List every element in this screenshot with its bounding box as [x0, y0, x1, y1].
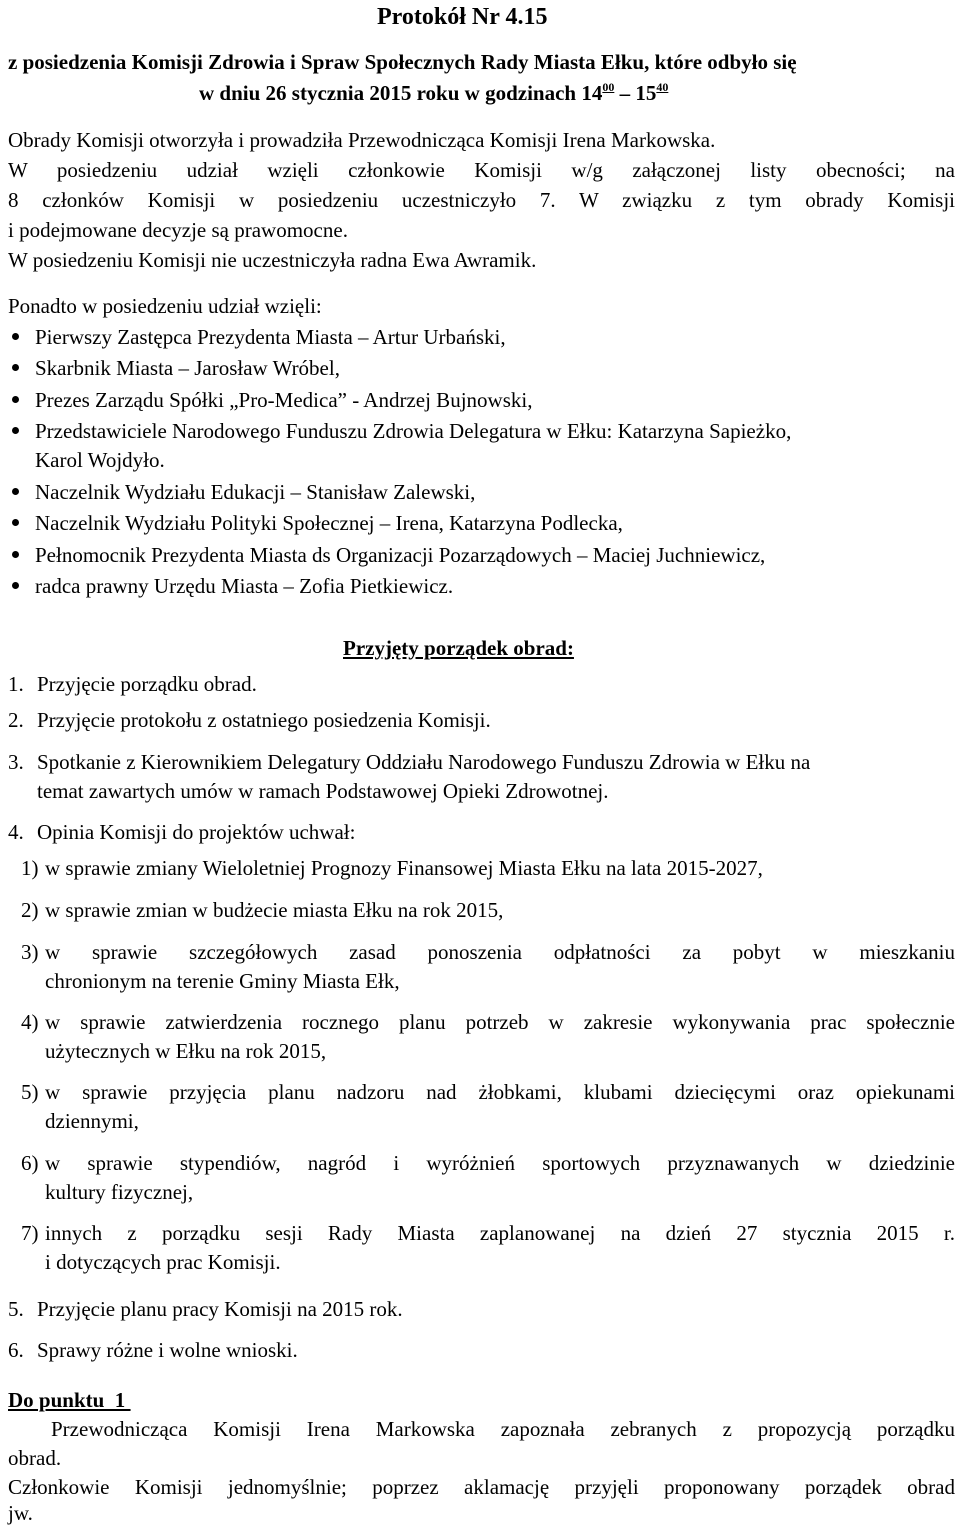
agenda-subitem-text: innych z porządku sesji Rady Miasta zaplanowanej na dzień 27 stycznia 2015 r.	[45, 1221, 955, 1245]
guest-item-continuation: Karol Wojdyło.	[35, 448, 165, 472]
agenda-heading: Przyjęty porządek obrad:	[343, 636, 574, 660]
guest-item: Naczelnik Wydziału Edukacji – Stanisław Zalewski,	[35, 480, 476, 504]
agenda-subitem-number: 1)	[21, 856, 39, 880]
bullet-icon	[12, 551, 19, 558]
bullet-icon	[12, 582, 19, 589]
bullet-icon	[12, 364, 19, 371]
agenda-item-text: Spotkanie z Kierownikiem Delegatury Oddziału Narodowego Funduszu Zdrowia w Ełku na	[37, 750, 811, 774]
agenda-subitem-text: w sprawie stypendiów, nagród i wyróżnień sportowych przyznawanych w dziedzinie	[45, 1151, 955, 1175]
bullet-icon	[12, 333, 19, 340]
bullet-icon	[12, 427, 19, 434]
point-1-paragraph-2-line-2: jw.	[8, 1501, 33, 1525]
guest-item: radca prawny Urzędu Miasta – Zofia Pietkiewicz.	[35, 574, 454, 598]
agenda-item-number: 3.	[8, 750, 24, 774]
guest-item: Pierwszy Zastępca Prezydenta Miasta – Artur Urbański,	[35, 325, 506, 349]
agenda-subitem-text: w sprawie przyjęcia planu nadzoru nad żłobkami, klubami dziecięcymi oraz opiekunami	[45, 1080, 955, 1104]
agenda-subitem-number: 3)	[21, 940, 39, 964]
time-end-minutes: 40	[656, 80, 669, 94]
agenda-subitem-number: 6)	[21, 1151, 39, 1175]
agenda-subitem-continuation: dziennymi,	[45, 1109, 139, 1133]
document-subtitle-line2	[199, 79, 668, 108]
agenda-subitem-number: 7)	[21, 1221, 39, 1245]
guest-item: Prezes Zarządu Spółki „Pro-Medica” - Andrzej Bujnowski,	[35, 388, 533, 412]
agenda-subitem-number: 5)	[21, 1080, 39, 1104]
agenda-item-text: Przyjęcie protokołu z ostatniego posiedzenia Komisji.	[37, 708, 491, 732]
document-title: Protokół Nr 4.15	[377, 4, 548, 30]
intro-line-4: i podejmowane decyzje są prawomocne.	[8, 218, 348, 242]
time-separator: – 15	[614, 81, 657, 105]
guest-item: Skarbnik Miasta – Jarosław Wróbel,	[35, 356, 340, 380]
intro-line-3: 8 członków Komisji w posiedzeniu uczestniczyło 7. W związku z tym obrady Komisji	[8, 188, 955, 212]
agenda-subitem-continuation: użytecznych w Ełku na rok 2015,	[45, 1039, 327, 1063]
guest-item: Przedstawiciele Narodowego Funduszu Zdrowia Delegatura w Ełku: Katarzyna Sapieżko,	[35, 419, 792, 443]
guest-item: Pełnomocnik Prezydenta Miasta ds Organizacji Pozarządowych – Maciej Juchniewicz,	[35, 543, 766, 567]
agenda-item-continuation: temat zawartych umów w ramach Podstawowej Opieki Zdrowotnej.	[37, 779, 609, 803]
agenda-subitem-text: w sprawie szczegółowych zasad ponoszenia odpłatności za pobyt w mieszkaniu	[45, 940, 955, 964]
agenda-subitem-text: w sprawie zatwierdzenia rocznego planu potrzeb w zakresie wykonywania prac społecznie	[45, 1010, 955, 1034]
agenda-subitem-continuation: chronionym na terenie Gminy Miasta Ełk,	[45, 969, 400, 993]
agenda-subitem-number: 2)	[21, 898, 39, 922]
agenda-subitem-continuation: kultury fizycznej,	[45, 1180, 194, 1204]
agenda-subitem-text: w sprawie zmian w budżecie miasta Ełku na rok 2015,	[45, 898, 504, 922]
intro-line-1: Obrady Komisji otworzyła i prowadziła Przewodnicząca Komisji Irena Markowska.	[8, 128, 716, 152]
agenda-item-number: 2.	[8, 708, 24, 732]
agenda-item-number: 1.	[8, 672, 24, 696]
agenda-item-number: 4.	[8, 820, 24, 844]
document-subtitle-line1: z posiedzenia Komisji Zdrowia i Spraw Społecznych Rady Miasta Ełku, które odbyło się	[8, 50, 797, 74]
intro-line-2: W posiedzeniu udział wzięli członkowie Komisji w/g załączonej listy obecności; na	[8, 158, 955, 182]
time-start-minutes: 00	[602, 80, 615, 94]
point-1-paragraph-1-line-2: obrad.	[8, 1446, 62, 1470]
point-1-heading: Do punktu 1	[8, 1388, 131, 1412]
agenda-item-text: Sprawy różne i wolne wnioski.	[37, 1338, 298, 1362]
guests-heading: Ponadto w posiedzeniu udział wzięli:	[8, 294, 322, 318]
agenda-subitem-number: 4)	[21, 1010, 39, 1034]
agenda-item-text: Opinia Komisji do projektów uchwał:	[37, 820, 356, 844]
agenda-item-number: 5.	[8, 1297, 24, 1321]
agenda-item-text: Przyjęcie porządku obrad.	[37, 672, 257, 696]
bullet-icon	[12, 488, 19, 495]
agenda-item-text: Przyjęcie planu pracy Komisji na 2015 rok.	[37, 1297, 403, 1321]
guest-item: Naczelnik Wydziału Polityki Społecznej – Irena, Katarzyna Podlecka,	[35, 511, 623, 535]
agenda-item-number: 6.	[8, 1338, 24, 1362]
agenda-subitem-text: w sprawie zmiany Wieloletniej Prognozy Finansowej Miasta Ełku na lata 2015-2027,	[45, 856, 763, 880]
agenda-subitem-continuation: i dotyczących prac Komisji.	[45, 1250, 281, 1274]
intro-line-5: W posiedzeniu Komisji nie uczestniczyła radna Ewa Awramik.	[8, 248, 537, 272]
bullet-icon	[12, 519, 19, 526]
meeting-date-text: w dniu 26 stycznia 2015 roku w godzinach 14	[199, 81, 603, 105]
point-1-paragraph-2-line-1: Członkowie Komisji jednomyślnie; poprzez aklamację przyjęli proponowany porządek obrad	[8, 1475, 955, 1499]
bullet-icon	[12, 396, 19, 403]
point-1-paragraph-1-line-1: Przewodnicząca Komisji Irena Markowska zapoznała zebranych z propozycją porządku	[51, 1417, 955, 1441]
